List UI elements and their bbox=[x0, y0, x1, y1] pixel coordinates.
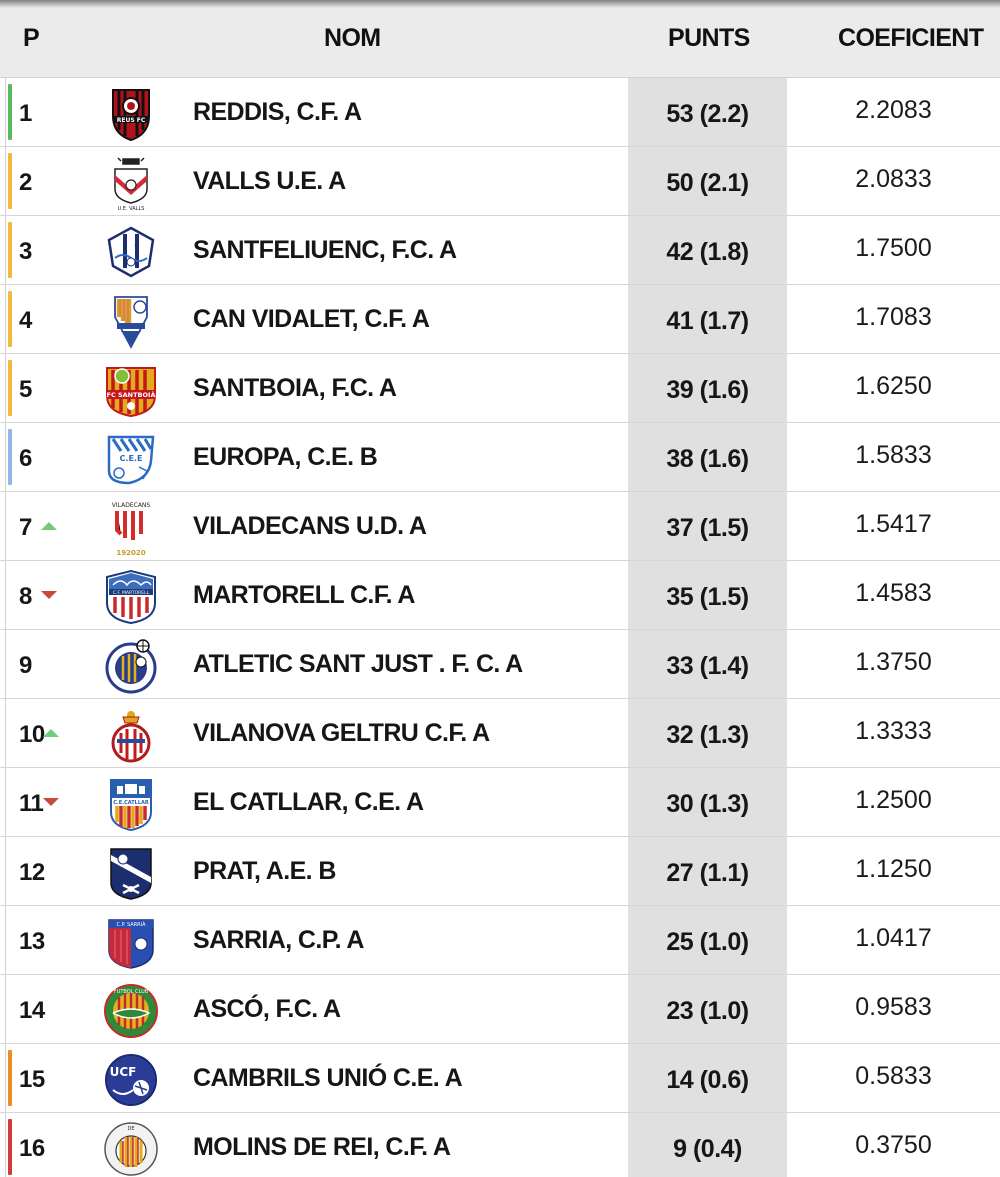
team-coefficient: 1.3333 bbox=[855, 717, 932, 745]
table-row[interactable] bbox=[0, 906, 1000, 975]
team-name[interactable]: SANTBOIA, F.C. A bbox=[193, 374, 397, 402]
team-coefficient: 1.3750 bbox=[855, 648, 932, 676]
team-coefficient: 0.9583 bbox=[855, 993, 932, 1021]
trend-up-icon bbox=[41, 522, 57, 530]
svg-text:UCF: UCF bbox=[109, 1065, 137, 1079]
team-name[interactable]: SANTFELIUENC, F.C. A bbox=[193, 236, 457, 264]
table-row[interactable] bbox=[0, 1044, 1000, 1113]
team-coefficient: 1.4583 bbox=[855, 579, 932, 607]
qualification-marker bbox=[8, 84, 12, 140]
team-name[interactable]: SARRIA, C.P. A bbox=[193, 926, 364, 954]
team-coefficient: 1.5833 bbox=[855, 441, 932, 469]
position-number: 8 bbox=[19, 583, 32, 610]
svg-text:C: C bbox=[134, 242, 140, 250]
team-points: 32 (1.3) bbox=[666, 721, 749, 749]
svg-text:C.E.CATLLAR: C.E.CATLLAR bbox=[113, 800, 149, 806]
martorell-crest-icon[interactable] bbox=[103, 569, 159, 625]
table-row[interactable] bbox=[0, 354, 1000, 423]
team-name[interactable]: MOLINS DE REI, C.F. A bbox=[193, 1133, 451, 1161]
sant-just-crest-icon[interactable] bbox=[103, 638, 159, 694]
team-name[interactable]: CAMBRILS UNIÓ C.E. A bbox=[193, 1064, 463, 1092]
top-shadow bbox=[0, 0, 1000, 8]
team-coefficient: 1.0417 bbox=[855, 924, 932, 952]
trend-down-icon bbox=[43, 798, 59, 806]
team-points: 14 (0.6) bbox=[666, 1066, 749, 1094]
team-coefficient: 1.5417 bbox=[855, 510, 932, 538]
team-coefficient: 1.7083 bbox=[855, 303, 932, 331]
team-points: 30 (1.3) bbox=[666, 790, 749, 818]
viladecans-crest-icon[interactable] bbox=[103, 500, 159, 556]
team-coefficient: 1.6250 bbox=[855, 372, 932, 400]
team-points: 42 (1.8) bbox=[666, 238, 749, 266]
team-points: 23 (1.0) bbox=[666, 997, 749, 1025]
position-number: 4 bbox=[19, 307, 32, 334]
svg-text:192020: 192020 bbox=[116, 549, 146, 556]
qualification-marker bbox=[8, 1050, 12, 1106]
standings-table bbox=[0, 78, 1000, 1177]
table-row[interactable] bbox=[0, 423, 1000, 492]
table-row[interactable] bbox=[0, 630, 1000, 699]
position-number: 11 bbox=[19, 790, 44, 817]
position-number: 14 bbox=[19, 997, 45, 1024]
table-row[interactable] bbox=[0, 699, 1000, 768]
svg-text:FC SANTBOIÀ: FC SANTBOIÀ bbox=[106, 391, 156, 399]
team-points: 9 (0.4) bbox=[673, 1135, 742, 1163]
team-points: 27 (1.1) bbox=[666, 859, 749, 887]
svg-text:C.E.E: C.E.E bbox=[119, 454, 143, 463]
team-points: 33 (1.4) bbox=[666, 652, 749, 680]
svg-text:DE: DE bbox=[127, 1126, 135, 1132]
trend-up-icon bbox=[43, 729, 59, 737]
team-points: 39 (1.6) bbox=[666, 376, 749, 404]
team-name[interactable]: EUROPA, C.E. B bbox=[193, 443, 378, 471]
team-coefficient: 2.0833 bbox=[855, 165, 932, 193]
table-header bbox=[0, 0, 1000, 78]
qualification-marker bbox=[8, 291, 12, 347]
table-row[interactable] bbox=[0, 975, 1000, 1044]
svg-text:C.F. MARTORELL: C.F. MARTORELL bbox=[112, 591, 150, 596]
position-number: 10 bbox=[19, 721, 45, 748]
qualification-marker bbox=[8, 429, 12, 485]
table-row[interactable] bbox=[0, 768, 1000, 837]
qualification-marker bbox=[8, 222, 12, 278]
svg-text:C.P. SARRIÀ: C.P. SARRIÀ bbox=[116, 922, 146, 928]
header-position: P bbox=[23, 24, 40, 52]
position-number: 13 bbox=[19, 928, 45, 955]
team-points: 50 (2.1) bbox=[666, 169, 749, 197]
team-name[interactable]: MARTORELL C.F. A bbox=[193, 581, 415, 609]
can-vidalet-crest-icon[interactable] bbox=[103, 293, 159, 349]
qualification-marker bbox=[8, 360, 12, 416]
table-row[interactable] bbox=[0, 147, 1000, 216]
table-row[interactable] bbox=[0, 285, 1000, 354]
team-name[interactable]: VILADECANS U.D. A bbox=[193, 512, 427, 540]
team-points: 41 (1.7) bbox=[666, 307, 749, 335]
vilanova-crest-icon[interactable] bbox=[103, 707, 159, 763]
sarria-crest-icon[interactable] bbox=[103, 914, 159, 970]
table-row[interactable] bbox=[0, 561, 1000, 630]
table-row[interactable] bbox=[0, 1113, 1000, 1177]
molins-crest-icon[interactable] bbox=[103, 1121, 159, 1177]
valls-crest-icon[interactable] bbox=[103, 155, 159, 211]
team-name[interactable]: ATLETIC SANT JUST . F. C. A bbox=[193, 650, 523, 678]
position-number: 6 bbox=[19, 445, 32, 472]
position-number: 7 bbox=[19, 514, 32, 541]
position-number: 2 bbox=[19, 169, 32, 196]
team-coefficient: 0.5833 bbox=[855, 1062, 932, 1090]
team-points: 38 (1.6) bbox=[666, 445, 749, 473]
header-name: NOM bbox=[324, 24, 381, 52]
position-number: 3 bbox=[19, 238, 32, 265]
svg-text:VILADECANS: VILADECANS bbox=[111, 502, 151, 509]
santfeliuenc-crest-icon[interactable] bbox=[103, 224, 159, 280]
team-name[interactable]: REDDIS, C.F. A bbox=[193, 98, 362, 126]
catllar-crest-icon[interactable] bbox=[103, 776, 159, 832]
svg-text:S: S bbox=[122, 242, 128, 250]
trend-down-icon bbox=[41, 591, 57, 599]
team-name[interactable]: CAN VIDALET, C.F. A bbox=[193, 305, 430, 333]
prat-crest-icon[interactable] bbox=[103, 845, 159, 901]
team-coefficient: 0.3750 bbox=[855, 1131, 932, 1159]
svg-text:FUTBOL CLUB: FUTBOL CLUB bbox=[113, 989, 149, 995]
position-number: 16 bbox=[19, 1135, 45, 1162]
table-row[interactable] bbox=[0, 837, 1000, 906]
europa-crest-icon[interactable] bbox=[103, 431, 159, 487]
position-number: 12 bbox=[19, 859, 45, 886]
team-coefficient: 1.1250 bbox=[855, 855, 932, 883]
team-name[interactable]: PRAT, A.E. B bbox=[193, 857, 336, 885]
team-points: 35 (1.5) bbox=[666, 583, 749, 611]
position-number: 5 bbox=[19, 376, 32, 403]
header-coefficient: COEFICIENT bbox=[838, 24, 984, 52]
team-coefficient: 1.2500 bbox=[855, 786, 932, 814]
position-number: 1 bbox=[19, 100, 32, 127]
team-name[interactable]: VALLS U.E. A bbox=[193, 167, 346, 195]
asco-crest-icon[interactable] bbox=[103, 983, 159, 1039]
table-row[interactable] bbox=[0, 216, 1000, 285]
position-number: 9 bbox=[19, 652, 32, 679]
position-number: 15 bbox=[19, 1066, 45, 1093]
team-coefficient: 2.2083 bbox=[855, 96, 932, 124]
cambrils-crest-icon[interactable] bbox=[103, 1052, 159, 1108]
team-name[interactable]: VILANOVA GELTRU C.F. A bbox=[193, 719, 490, 747]
team-name[interactable]: ASCÓ, F.C. A bbox=[193, 995, 341, 1023]
team-name[interactable]: EL CATLLAR, C.E. A bbox=[193, 788, 424, 816]
table-row[interactable] bbox=[0, 492, 1000, 561]
svg-text:U.E. VALLS: U.E. VALLS bbox=[117, 206, 145, 211]
team-points: 37 (1.5) bbox=[666, 514, 749, 542]
team-coefficient: 1.7500 bbox=[855, 234, 932, 262]
table-row[interactable] bbox=[0, 78, 1000, 147]
team-points: 25 (1.0) bbox=[666, 928, 749, 956]
qualification-marker bbox=[8, 153, 12, 209]
santboia-crest-icon[interactable] bbox=[103, 362, 159, 418]
team-points: 53 (2.2) bbox=[666, 100, 749, 128]
reus-crest-icon[interactable] bbox=[103, 86, 159, 142]
header-points: PUNTS bbox=[668, 24, 750, 52]
svg-text:REUS FC: REUS FC bbox=[116, 117, 146, 124]
qualification-marker bbox=[8, 1119, 12, 1175]
